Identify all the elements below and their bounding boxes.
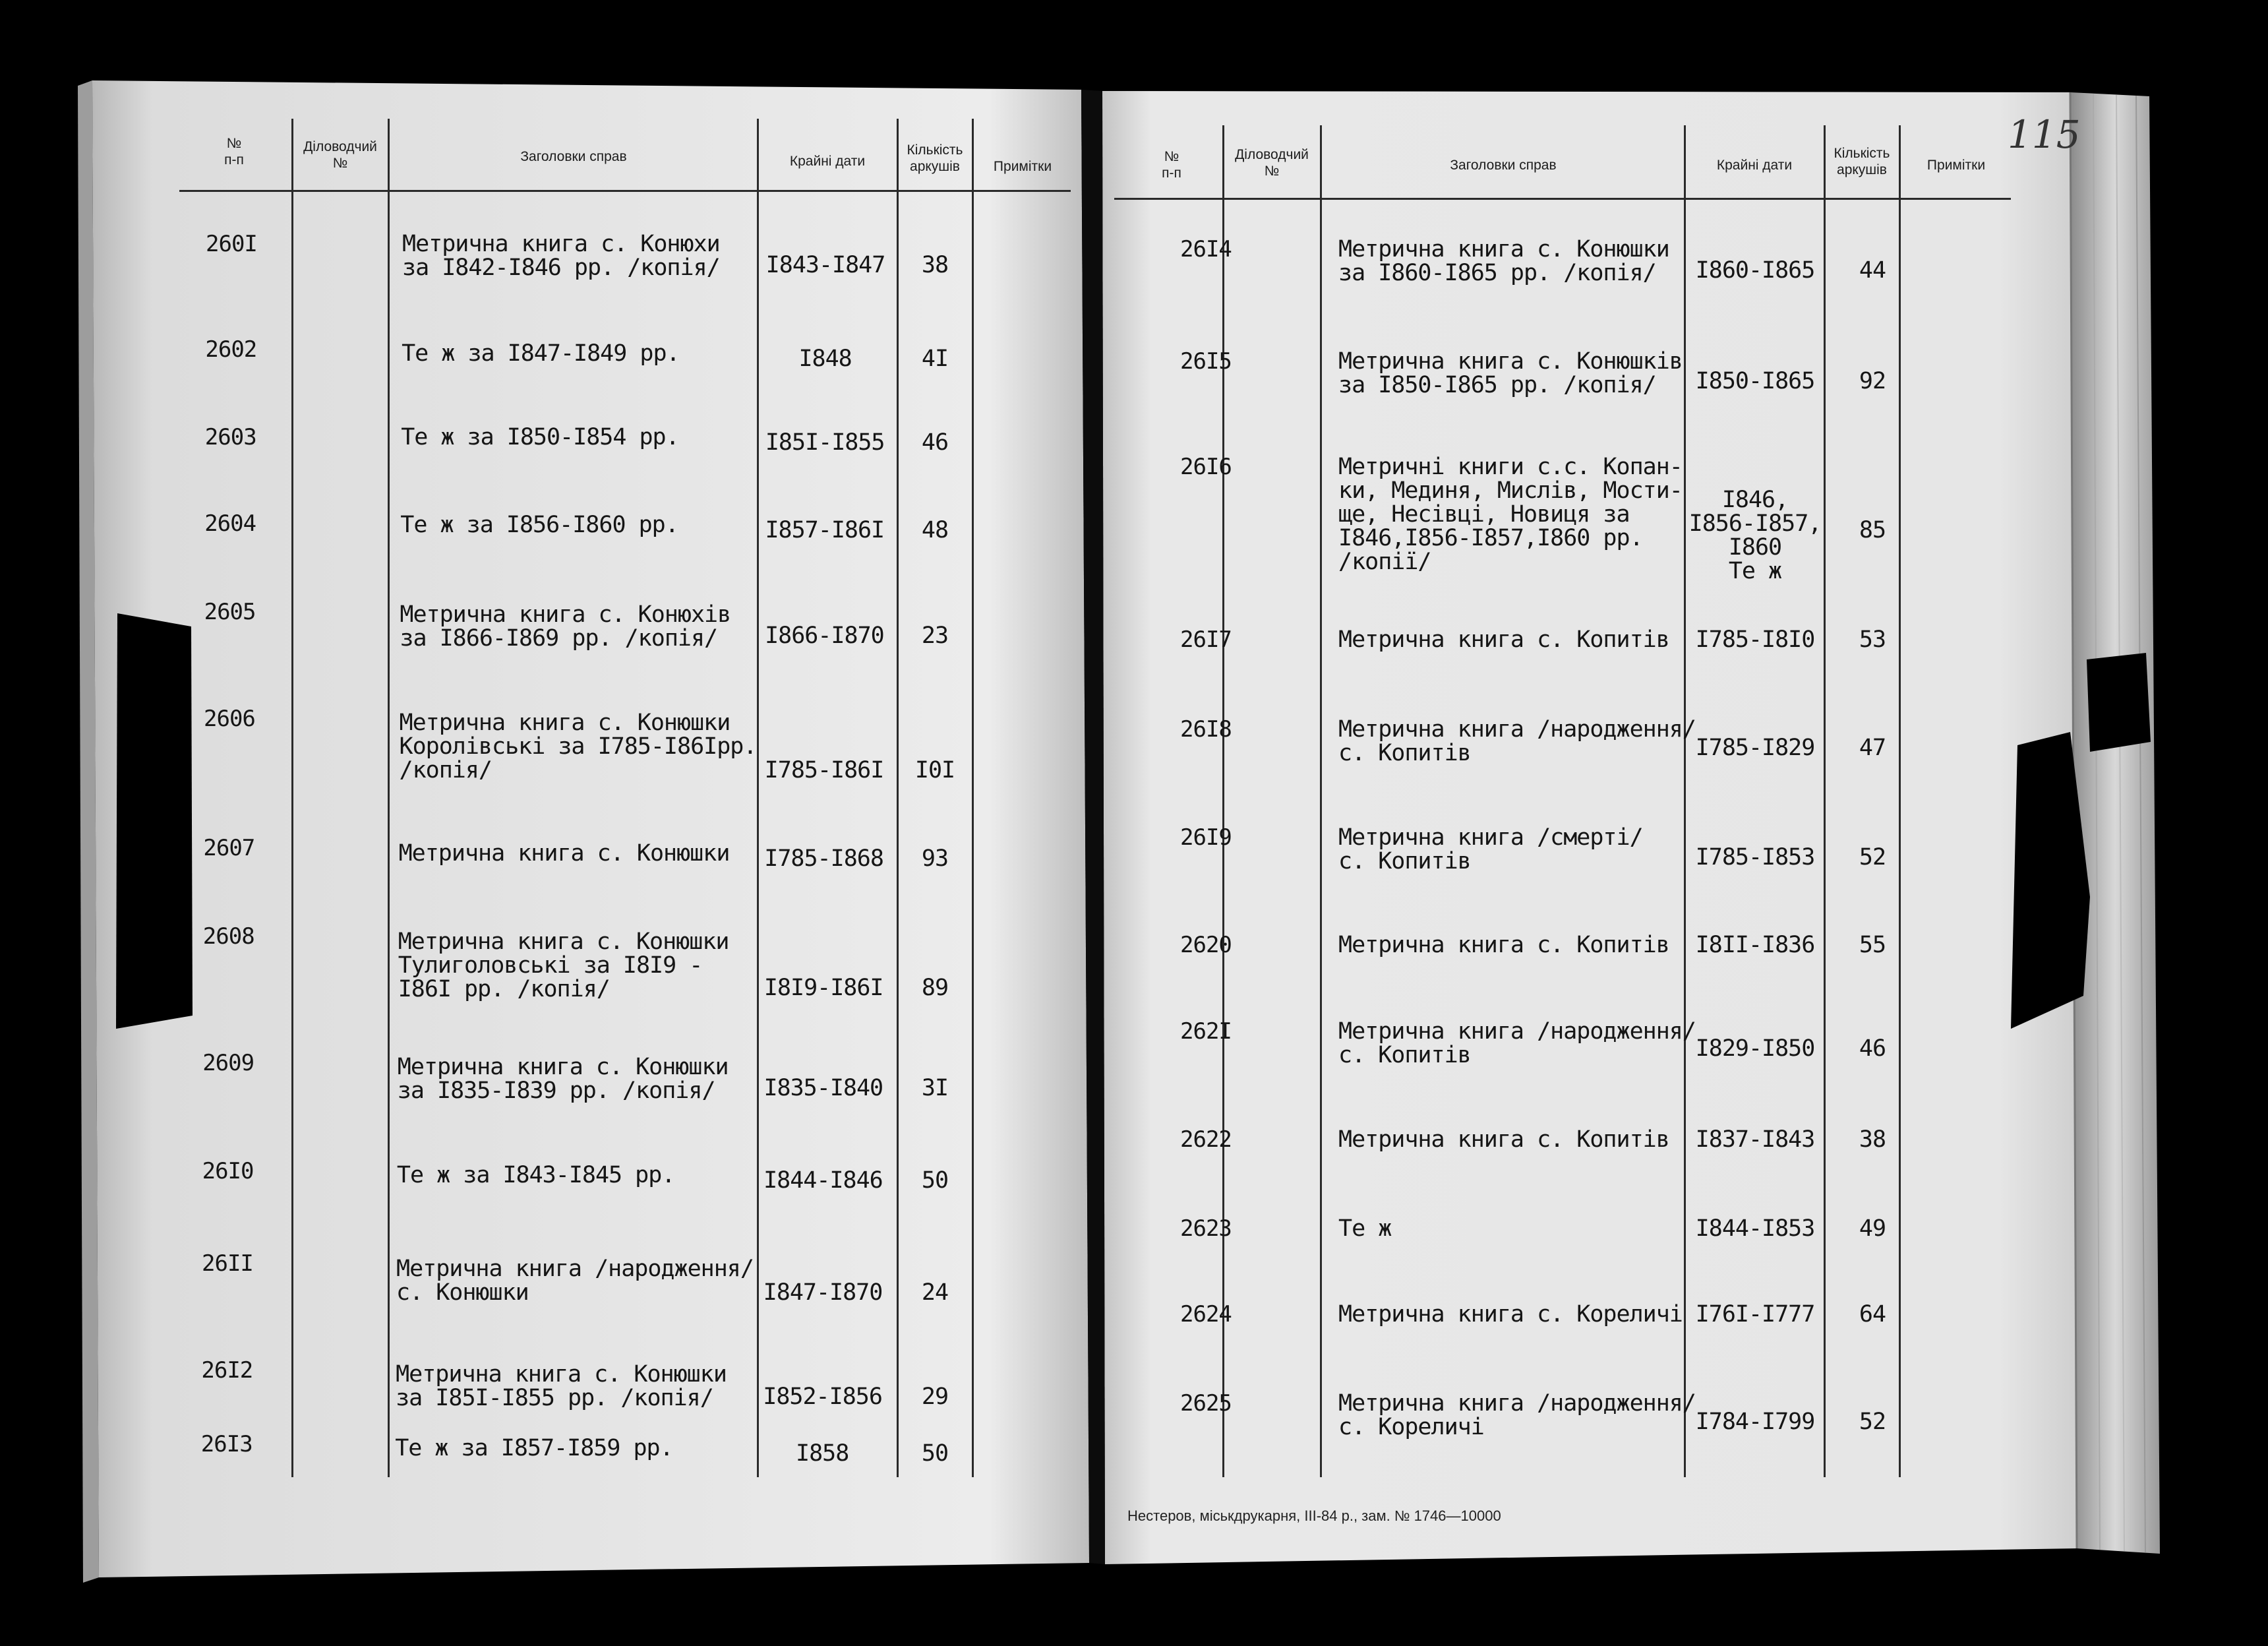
right-col-rule — [1824, 125, 1826, 1477]
row-dates: I785-I8I0 — [1695, 626, 1815, 653]
row-sheet-count: 38 — [1859, 1126, 1886, 1153]
row-sheet-count: 24 — [921, 1279, 949, 1306]
left-header-title: Заголовки справ — [520, 149, 627, 164]
row-number: 262I — [1180, 1018, 1232, 1045]
row-title: Те ж за I856-I860 рр. — [400, 512, 678, 538]
row-number: 2606 — [204, 706, 255, 732]
row-dates: I8II-I836 — [1695, 932, 1815, 958]
row-title: Метрична книга с. Конюшки Королівські за I785-I86Iрр. /копія/ — [399, 710, 757, 783]
row-dates: I844-I853 — [1695, 1215, 1815, 1242]
row-number: 26I8 — [1180, 716, 1232, 743]
row-title: Метрична книга с. Конюшки за I835-I839 рр. /копія/ — [397, 1054, 729, 1104]
row-title: Те ж — [1338, 1215, 1392, 1242]
row-sheet-count: 47 — [1859, 735, 1886, 761]
row-number: 2602 — [205, 336, 257, 363]
row-number: 26I6 — [1180, 454, 1232, 480]
row-dates: I837-I843 — [1695, 1126, 1815, 1153]
row-sheet-count: 44 — [1859, 257, 1886, 284]
row-dates: I860-I865 — [1695, 257, 1815, 284]
row-number: 2625 — [1180, 1390, 1232, 1417]
row-dates: I858 — [796, 1440, 849, 1467]
row-sheet-count: 53 — [1859, 626, 1886, 653]
row-title: Те ж за I857-I859 рр. — [395, 1435, 673, 1461]
right-header-notes: Примітки — [1926, 158, 1986, 173]
row-title: Метрична книга /смерті/ с. Копитів — [1338, 824, 1643, 874]
left-header-notes: Примітки — [993, 159, 1052, 174]
row-number: 2624 — [1180, 1301, 1232, 1327]
row-sheet-count: 4I — [921, 346, 949, 372]
row-dates: I847-I870 — [763, 1279, 883, 1306]
left-col-rule — [291, 119, 293, 1477]
row-number: 2620 — [1180, 932, 1232, 958]
row-sheet-count: 29 — [921, 1384, 949, 1410]
row-number: 26I7 — [1180, 626, 1232, 653]
row-title: Метрична книга /народження/ с. Кореличі — [1338, 1390, 1696, 1440]
row-sheet-count: 38 — [921, 252, 949, 278]
row-number: 26I2 — [201, 1357, 253, 1384]
row-sheet-count: 85 — [1859, 517, 1886, 543]
row-dates: I785-I868 — [764, 845, 883, 872]
row-number: 2607 — [203, 835, 255, 861]
left-header-dates: Крайні дати — [789, 154, 866, 169]
row-sheet-count: 50 — [921, 1440, 949, 1467]
right-col-rule — [1320, 125, 1322, 1477]
row-dates: I784-I799 — [1695, 1409, 1815, 1435]
right-header-no: № п-п — [1162, 149, 1181, 181]
row-number: 2604 — [204, 510, 256, 537]
row-sheet-count: 52 — [1859, 844, 1886, 870]
row-dates: I835-I840 — [763, 1075, 883, 1101]
row-sheet-count: I0I — [914, 757, 955, 783]
right-col-rule — [1899, 125, 1901, 1477]
left-col-rule — [388, 119, 390, 1477]
row-number: 26II — [202, 1250, 253, 1277]
row-number: 26I5 — [1180, 348, 1232, 375]
row-title: Метрична книга /народження/ с. Копитів — [1338, 716, 1696, 766]
row-dates: I850-I865 — [1695, 368, 1815, 394]
row-dates: I8I9-I86I — [763, 975, 883, 1001]
row-dates: I85I-I855 — [765, 429, 885, 456]
row-number: 26I0 — [202, 1158, 254, 1184]
row-title: Метрична книга с. Кореличі — [1338, 1301, 1683, 1327]
row-sheet-count: 89 — [921, 975, 949, 1001]
row-sheet-count: 50 — [921, 1167, 949, 1194]
row-title: Те ж за I843-I845 рр. — [396, 1162, 675, 1188]
row-number: 2622 — [1180, 1126, 1232, 1153]
row-sheet-count: 46 — [921, 429, 949, 456]
row-title: Метрична книга с. Конюшки за I860-I865 рр. /копія/ — [1338, 236, 1669, 286]
left-col-rule — [757, 119, 759, 1477]
row-title: Метрична книга с. Конюшки — [398, 840, 730, 867]
row-dates: I866-I870 — [765, 623, 884, 649]
row-number: 2609 — [202, 1050, 254, 1076]
row-number: 2608 — [202, 923, 254, 950]
row-sheet-count: 93 — [921, 845, 949, 872]
row-title: Метричні книги с.с. Копан- ки, Мединя, Мислів, Мости- ще, Несівці, Новиця за I846,I856-I857,I860 рр. /копії/ — [1338, 454, 1683, 575]
row-title: Метрична книга /народження/ с. Копитів — [1338, 1018, 1696, 1068]
row-dates: I848 — [798, 346, 852, 372]
row-title: Те ж за I850-I854 рр. — [401, 424, 679, 450]
row-title: Метрична книга с. Копитів — [1338, 932, 1669, 958]
row-sheet-count: 48 — [921, 517, 949, 543]
row-dates: I852-I856 — [763, 1384, 882, 1410]
left-col-rule — [972, 119, 974, 1477]
row-title: Метрична книга с. Конюхи за I842-I846 рр. /копія/ — [402, 231, 720, 281]
row-dates: I785-I829 — [1695, 735, 1815, 761]
right-header-clerk: Діловодчий № — [1235, 147, 1309, 179]
row-title: Метрична книга с. Копитів — [1338, 626, 1669, 653]
row-title: Метрична книга с. Конюшки Тулиголовські за I8I9 - I86I рр. /копія/ — [398, 929, 729, 1002]
row-title: Метрична книга с. Конюшків за I850-I865 рр. /копія/ — [1338, 348, 1683, 398]
row-sheet-count: 3I — [921, 1075, 949, 1101]
row-dates: I785-I853 — [1695, 844, 1815, 870]
left-header-no: № п-п — [224, 136, 244, 168]
row-sheet-count: 46 — [1859, 1035, 1886, 1062]
left-col-rule — [897, 119, 899, 1477]
row-dates: I829-I850 — [1695, 1035, 1815, 1062]
left-header-sheets: Кількість аркушів — [907, 142, 963, 174]
row-number: 2603 — [204, 424, 256, 450]
row-title: Те ж за I847-I849 рр. — [402, 340, 680, 367]
row-number: 2623 — [1180, 1215, 1232, 1242]
printer-footer: Нестеров, міськдрукарня, III-84 р., зам. № 1746—10000 — [1127, 1508, 1501, 1524]
row-sheet-count: 49 — [1859, 1215, 1886, 1242]
row-dates: I844-I846 — [763, 1167, 883, 1194]
row-title: Метрична книга с. Конюхів за I866-I869 рр. /копія/ — [400, 601, 731, 652]
right-header-sheets: Кількість аркушів — [1834, 146, 1890, 177]
row-dates: I785-I86I — [764, 757, 884, 783]
row-dates: I857-I86I — [765, 517, 885, 543]
right-col-rule — [1684, 125, 1686, 1477]
right-header-dates: Крайні дати — [1716, 158, 1793, 173]
page-number: 115 — [2008, 112, 2081, 157]
row-number: 26I4 — [1180, 236, 1232, 262]
row-sheet-count: 52 — [1859, 1409, 1886, 1435]
row-number: 2605 — [204, 599, 256, 625]
right-header-title: Заголовки справ — [1450, 158, 1557, 173]
left-header-clerk: Діловодчий № — [303, 139, 377, 171]
row-title: Метрична книга /народження/ с. Конюшки — [396, 1256, 754, 1306]
row-number: 260I — [206, 231, 257, 257]
row-sheet-count: 92 — [1859, 368, 1886, 394]
row-title: Метрична книга с. Конюшки за I85I-I855 рр. /копія/ — [396, 1361, 727, 1411]
row-number: 26I9 — [1180, 824, 1232, 851]
row-dates: I76I-I777 — [1695, 1301, 1815, 1327]
right-header-rule — [1114, 198, 2011, 200]
row-sheet-count: 64 — [1859, 1301, 1886, 1327]
left-header-rule — [179, 190, 1071, 192]
row-dates: I843-I847 — [765, 252, 885, 278]
row-title: Метрична книга с. Копитів — [1338, 1126, 1669, 1153]
row-number: 26I3 — [200, 1431, 253, 1457]
row-sheet-count: 55 — [1859, 932, 1886, 958]
right-col-rule — [1222, 125, 1224, 1477]
row-dates: I846, I856-I857, I860 Те ж — [1688, 487, 1822, 584]
row-sheet-count: 23 — [921, 623, 949, 649]
